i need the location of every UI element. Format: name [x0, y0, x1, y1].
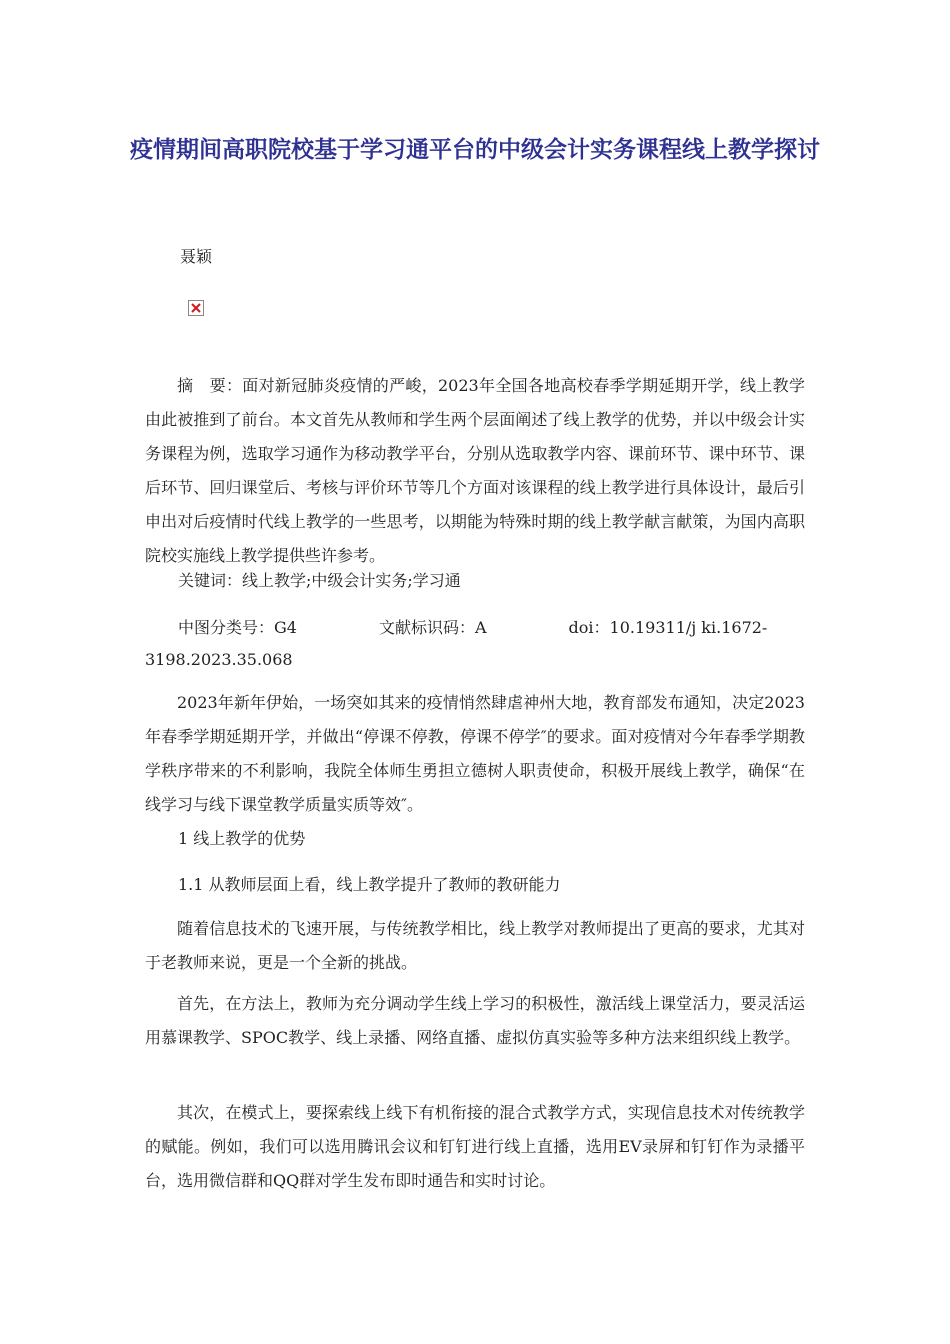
author-name: 聂颖	[180, 247, 213, 266]
document-code: 文献标识码：A	[378, 618, 487, 637]
intro-paragraph: 2023年新年伊始，一场突如其来的疫情悄然肆虐神州大地，教育部发布通知，决定2023年春季学期延期开学，并做出“停课不停教，停课不停学″的要求。面对疫情对今年春季学期教学秩序带来的不利影响，我院全体师生勇担立德树人职责使命，积极开展线上教学，确保“在线学习与线下课堂教学质量实质等效″。	[145, 693, 805, 814]
classification-block	[145, 612, 805, 676]
abstract-paragraph: 摘 要：面对新冠肺炎疫情的严峻，2023年全国各地高校春季学期延期开学，线上教学由此被推到了前台。本文首先从教师和学生两个层面阐述了线上教学的优势，并以中级会计实务课程为例，选取学习通作为移动教学平台，分别从选取教学内容、课前环节、课中环节、课后环节、回归课堂后、考核与评价环节等几个方面对该课程的线上教学进行具体设计，最后引申出对后疫情时代线上教学的一些思考，以期能为特殊时期的线上教学献言献策，为国内高职院校实施线上教学提供些许参考。	[145, 376, 805, 565]
section-heading-1: 1 线上教学的优势	[178, 829, 306, 848]
section-heading-1-1: 1.1 从教师层面上看，线上教学提升了教师的教研能力	[178, 875, 561, 894]
clc-code: 中图分类号：G4	[178, 618, 297, 637]
keywords-line: 关键词：线上教学;中级会计实务;学习通	[178, 571, 461, 590]
broken-image-icon	[188, 300, 204, 316]
body-paragraph-1: 随着信息技术的飞速开展，与传统教学相比，线上教学对教师提出了更高的要求，尤其对于老教师来说，更是一个全新的挑战。	[145, 919, 805, 972]
doi-part-2: 3198.2023.35.068	[145, 650, 293, 669]
article-title: 疫情期间高职院校基于学习通平台的中级会计实务课程线上教学探讨	[130, 137, 820, 163]
doi-part-1: doi：10.19311/j ki.1672-	[568, 618, 768, 637]
body-paragraph-3: 其次，在模式上，要探索线上线下有机衔接的混合式教学方式，实现信息技术对传统教学的赋能。例如，我们可以选用腾讯会议和钉钉进行线上直播，选用EV录屏和钉钉作为录播平台，选用微信群和QQ群对学生发布即时通告和实时讨论。	[145, 1103, 805, 1190]
body-paragraph-2: 首先，在方法上，教师为充分调动学生线上学习的积极性，激活线上课堂活力，要灵活运用慕课教学、SPOC教学、线上录播、网络直播、虚拟仿真实验等多种方法来组织线上教学。	[145, 994, 805, 1047]
